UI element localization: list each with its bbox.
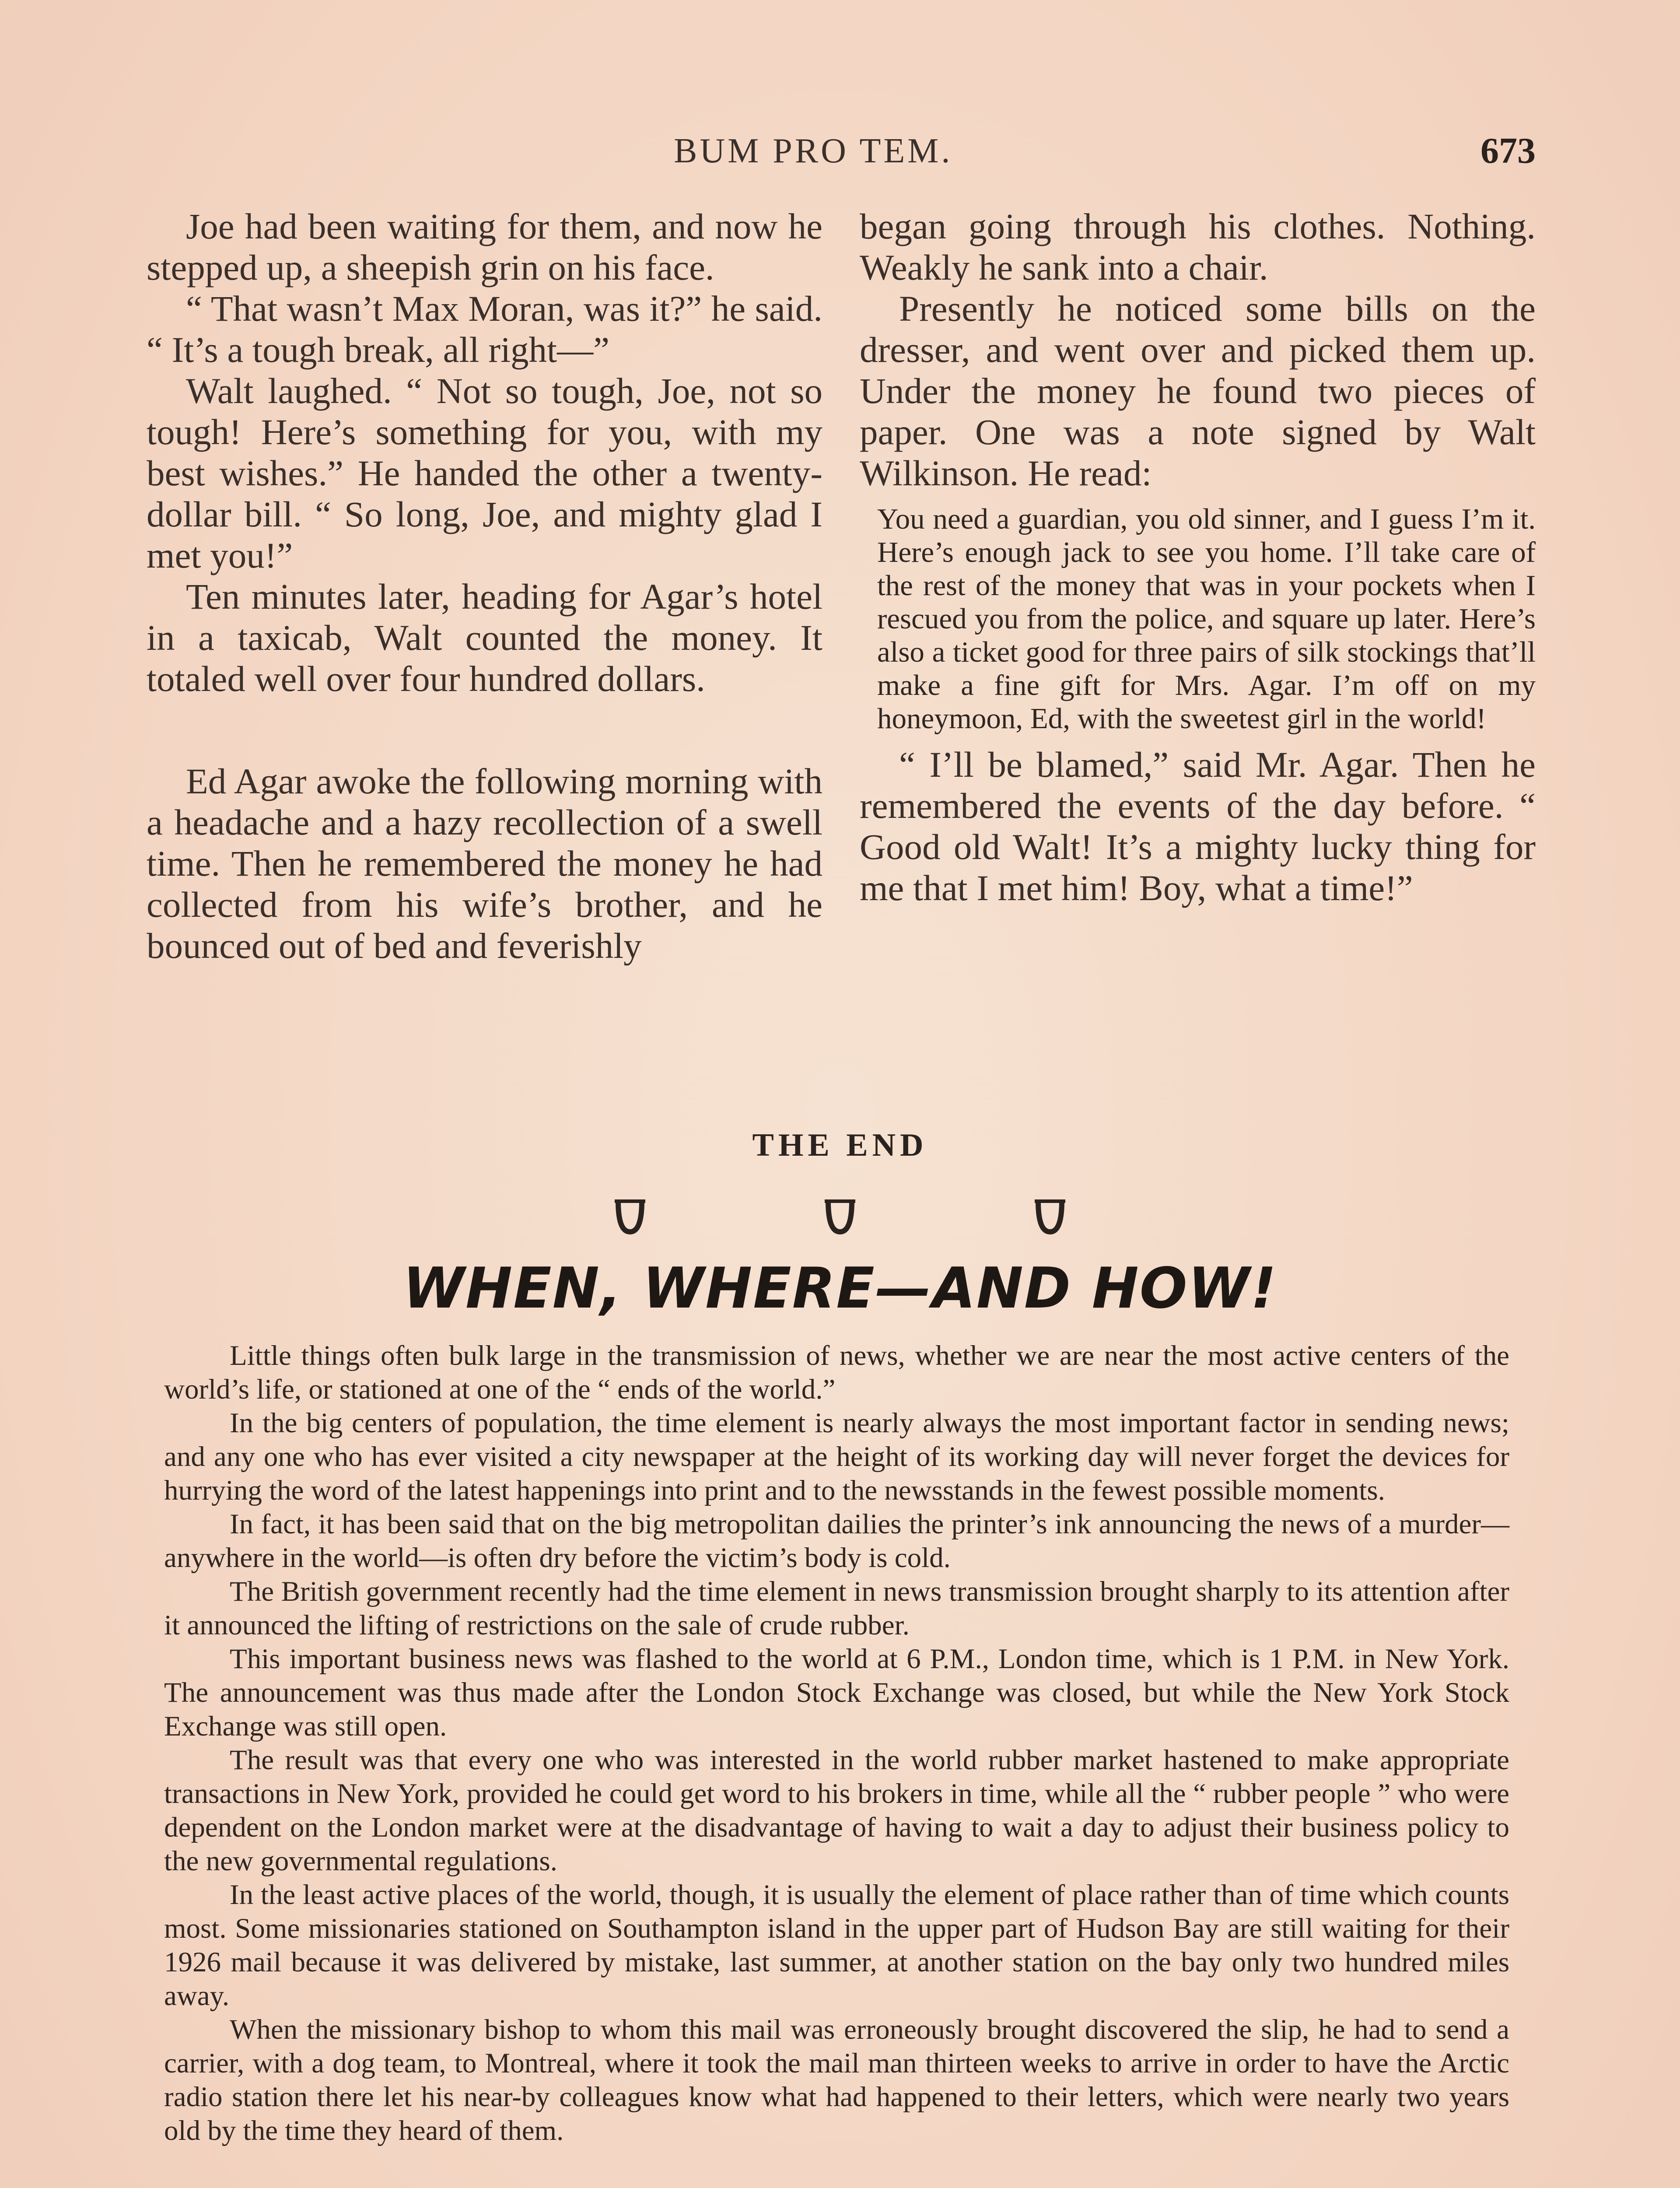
article-paragraph: In the big centers of population, the time element is nearly always the most important factor in sending news; and any one who has ever visited a city newspaper at the height of its working day will never forget the devices for hurrying the word of the latest happenings into print and to the newsstands in the fewest possible moments. [164,1407,1509,1506]
article-paragraph: The result was that every one who was interested in the world rubber market hastened to make appropriate transactions in New York, provided he could get word to his brokers in time, while all the “ rubber people ” who were dependent on the London market were at the disadvantage of having to wait a day to adjust their business policy to the new governmental regulations. [164,1744,1509,1877]
article-paragraph: The British government recently had the time element in news transmission brought sharply to its attention after it announced the lifting of restrictions on the sale of crude rubber. [164,1576,1509,1641]
article-paragraph: In fact, it has been said that on the big metropolitan dailies the printer’s ink announcing the news of a murder—anywhere in the world—is often dry before the victim’s body is cold. [164,1508,1509,1574]
story-paragraph: Joe had been waiting for them, and now he stepped up, a sheepish grin on his face. [147,206,822,288]
story-right-column [860,206,1536,908]
horseshoe-icon [825,1197,855,1236]
story-left-column [147,206,822,966]
story-paragraph: “ I’ll be blamed,” said Mr. Agar. Then he remembered the events of the day before. “ Good old Walt! It’s a mighty lucky thing for me that I met him! Boy, what a time!” [860,744,1536,908]
article-paragraph: When the missionary bishop to whom this mail was erroneously brought discovered the slip, he had to send a carrier, with a dog team, to Montreal, where it took the mail man thirteen weeks to arrive in order to have the Arctic radio station there let his near-by colleagues know what had happened to their letters, which were nearly two years old by the time they heard of them. [164,2014,1509,2146]
walt-note [877,502,1536,735]
running-head: BUM PRO TEM. [674,132,953,170]
story-paragraph: Walt laughed. “ Not so tough, Joe, not so tough! Here’s something for you, with my best wishes.” He handed the other a twenty-dollar bill. “ So long, Joe, and mighty glad I met you!” [147,371,822,575]
note-text: You need a guardian, you old sinner, and I guess I’m it. Here’s enough jack to see you home. I’ll take care of the rest of the money that was in your pockets when I rescued you from the police, and square up later. Here’s also a ticket good for three pairs of silk stockings that’ll make a fine gift for Mrs. Agar. I’m off on my honeymoon, Ed, with the sweetest girl in the world! [877,503,1536,735]
story-paragraph: “ That wasn’t Max Moran, was it?” he said. “ It’s a tough break, all right—” [147,288,822,370]
ornament-row [0,1197,1680,1241]
horseshoe-icon [615,1197,645,1236]
story-paragraph: Ed Agar awoke the following morning with a headache and a hazy recollection of a swell time. Then he remembered the money he had collected from his wife’s brother, and he bounced out of bed and feverishly [147,761,822,966]
article-paragraph: In the least active places of the world, though, it is usually the element of place rather than of time which counts most. Some missionaries stationed on Southampton island in the upper part of Hudson Bay are still waiting for their 1926 mail because it was delivered by mistake, last summer, at another station on the bay only two hundred miles away. [164,1879,1509,2012]
article-body [164,1339,1509,2148]
section-break [147,699,822,761]
article-paragraph: This important business news was flashed to the world at 6 P.M., London time, which is 1 P.M. in New York. The announcement was thus made after the London Stock Exchange was closed, but while the New York Stock Exchange was still open. [164,1643,1509,1742]
article-title: WHEN, WHERE—AND HOW! [402,1256,1278,1321]
the-end-label: THE END [752,1127,928,1163]
story-paragraph: Ten minutes later, heading for Agar’s hotel in a taxicab, Walt counted the money. It totaled well over four hundred dollars. [147,576,822,699]
story-paragraph: began going through his clothes. Nothing. Weakly he sank into a chair. [860,206,1536,288]
horseshoe-icon [1035,1197,1065,1236]
page-number: 673 [1480,130,1536,171]
page-header [0,131,1680,179]
article-paragraph: Little things often bulk large in the transmission of news, whether we are near the most active centers of the world’s life, or stationed at one of the “ ends of the world.” [164,1340,1509,1405]
story-paragraph: Presently he noticed some bills on the dresser, and went over and picked them up. Under the money he found two pieces of paper. One was a note signed by Walt Wilkinson. He read: [860,288,1536,493]
